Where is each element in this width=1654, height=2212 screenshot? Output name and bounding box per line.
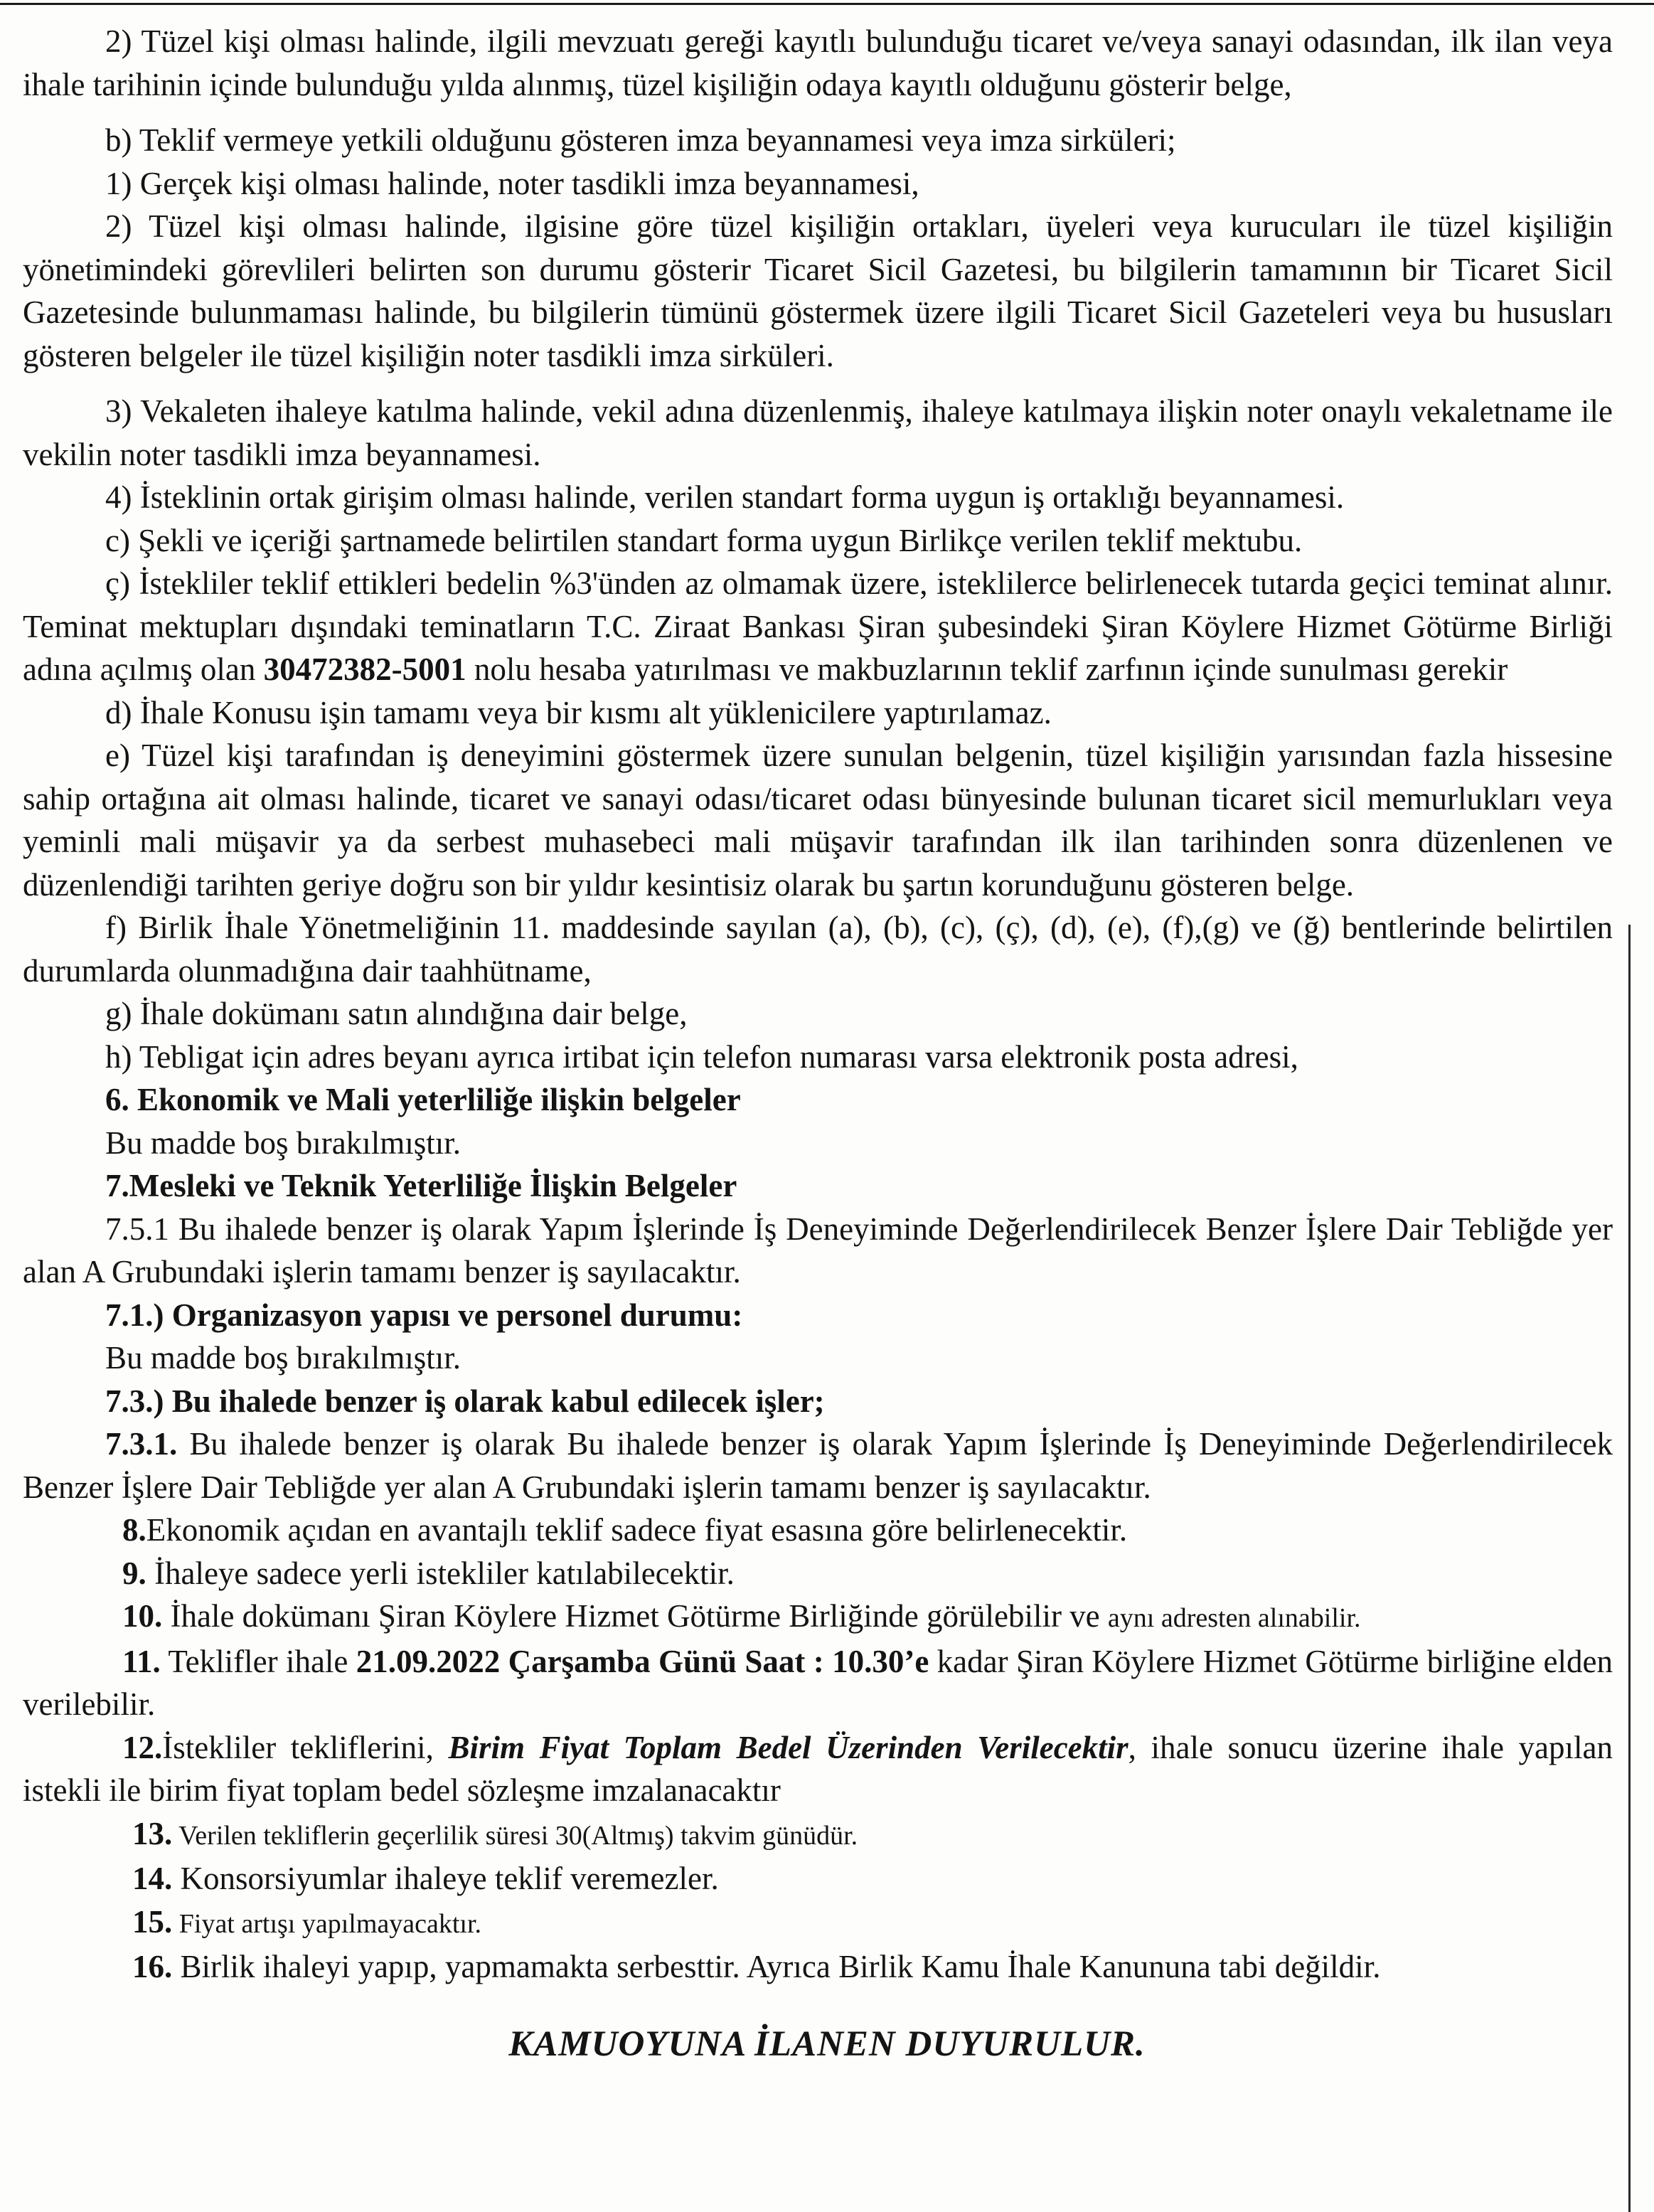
clause-a2: 2) Tüzel kişi olması halinde, ilgili mevzuatı gereği kayıtlı bulunduğu ticaret ve/veya sanayi odasından, ilk ilan veya ihale tarihinin içinde bulunduğu yılda alınmış, tüzel kişiliğin odaya kayıtlı olduğunu gösterir belge,	[23, 23, 1613, 102]
item-14-number: 14.	[132, 1861, 173, 1896]
item-14	[23, 1857, 1613, 1900]
clause-b3: 3) Vekaleten ihaleye katılma halinde, vekil adına düzenlenmiş, ihaleye katılmaya ilişkin noter onaylı vekaletname ile vekilin noter tasdikli imza beyannamesi.	[23, 393, 1613, 472]
item-16	[23, 1945, 1613, 1989]
item-10	[23, 1595, 1613, 1640]
document-body	[23, 20, 1613, 1989]
item-13	[23, 1812, 1613, 1858]
section-7-3-heading: 7.3.) Bu ihalede benzer iş olarak kabul edilecek işler;	[105, 1383, 825, 1419]
item-12-emphasis: Birim Fiyat Toplam Bedel Üzerinden Verilecektir	[448, 1729, 1129, 1765]
clause-b4: 4) İsteklinin ortak girişim olması halinde, verilen standart forma uygun iş ortaklığı beyannamesi.	[105, 479, 1345, 515]
clause-g: g) İhale dokümanı satın alındığına dair belge,	[105, 996, 688, 1031]
item-9-text: İhaleye sadece yerli istekliler katılabilecektir.	[146, 1555, 735, 1591]
closing-announcement: KAMUOYUNA İLANEN DUYURULUR.	[508, 2024, 1146, 2064]
clause-cc-text-2: nolu hesaba yatırılması ve makbuzlarının teklif zarfının içinde sunulması gerekir	[466, 652, 1508, 687]
item-10-text-1: İhale dokümanı Şiran Köylere Hizmet Götürme Birliğinde görülebilir ve	[162, 1598, 1108, 1634]
section-6-text: Bu madde boş bırakılmıştır.	[105, 1124, 461, 1161]
bank-account-number: 30472382-5001	[263, 652, 466, 687]
clause-cc	[23, 562, 1613, 691]
clause-cc-text-1: ç) İstekliler teklif ettikleri bedelin %3'ünden az olmamak üzere, isteklilerce belirlenecek tutarda geçici teminat alınır. Teminat mektupları dışındaki teminatların T.C. Ziraat Bankası Şiran şubesindeki Şiran Köylere Hizmet Götürme Birliği adına açılmış olan	[23, 565, 1613, 687]
item-8-number: 8.	[122, 1512, 146, 1548]
clause-b1: 1) Gerçek kişi olması halinde, noter tasdikli imza beyannamesi,	[105, 165, 919, 201]
item-11-text-2: kadar Şiran Köylere Hizmet Götürme birliğine elden verilebilir.	[23, 1643, 1613, 1722]
section-7-3-1	[23, 1423, 1613, 1509]
item-15-number: 15.	[132, 1903, 173, 1940]
item-16-number: 16.	[132, 1949, 173, 1984]
item-12-text-2: , ihale sonucu üzerine ihale yapılan istekli ile birim fiyat toplam bedel sözleşme imzalanacaktır	[23, 1729, 1613, 1808]
item-11	[23, 1640, 1613, 1726]
section-7-3-1-text: Bu ihalede benzer iş olarak Bu ihalede benzer iş olarak Yapım İşlerinde İş Deneyiminde Değerlendirilecek Benzer İşlere Dair Tebliğde yer alan A Grubundaki işlerin tamamı benzer iş sayılacaktır.	[23, 1426, 1613, 1505]
item-12-number: 12.	[122, 1729, 163, 1765]
section-6-heading: 6. Ekonomik ve Mali yeterliliğe ilişkin belgeler	[105, 1082, 741, 1117]
item-15	[23, 1900, 1613, 1946]
clause-b2: 2) Tüzel kişi olması halinde, ilgisine göre tüzel kişiliğin ortakları, üyeleri veya kurucuları ile tüzel kişiliğin yönetimindeki görevlileri belirten son durumu gösterir Ticaret Sicil Gazetesi, bu bilgilerin tamamının bir Ticaret Sicil Gazetesinde bulunmaması halinde, bu bilgilerin tümünü göstermek üzere ilgili Ticaret Sicil Gazeteleri veya bu hususları gösteren belgeler ile tüzel kişiliğin noter tasdikli imza sirküleri.	[23, 208, 1613, 373]
item-8	[23, 1509, 1613, 1552]
section-7-1-heading: 7.1.) Organizasyon yapısı ve personel durumu:	[105, 1297, 743, 1333]
item-13-text: Verilen tekliflerin geçerlilik süresi 30(Altmış) takvim günüdür.	[172, 1820, 858, 1851]
clause-d: d) İhale Konusu işin tamamı veya bir kısmı alt yüklenicilere yaptırılamaz.	[105, 694, 1052, 730]
section-7-heading: 7.Mesleki ve Teknik Yeterliliğe İlişkin Belgeler	[105, 1168, 737, 1203]
clause-c: c) Şekli ve içeriği şartnamede belirtilen standart forma uygun Birlikçe verilen teklif mektubu.	[105, 522, 1303, 558]
item-10-text-2: aynı adresten alınabilir.	[1107, 1603, 1361, 1633]
item-16-text: Birlik ihaleyi yapıp, yapmamakta serbesttir. Ayrıca Birlik Kamu İhale Kanununa tabi değildir.	[172, 1949, 1381, 1984]
item-13-number: 13.	[132, 1815, 173, 1851]
top-border-line	[0, 3, 1654, 5]
item-12	[23, 1726, 1613, 1812]
item-11-number: 11.	[122, 1643, 161, 1679]
item-15-text: Fiyat artışı yapılmayacaktır.	[172, 1908, 482, 1939]
item-12-text-1: İstekliler tekliflerini,	[162, 1729, 449, 1765]
clause-f: f) Birlik İhale Yönetmeliğinin 11. maddesinde sayılan (a), (b), (c), (ç), (d), (e), (f),(g) ve (ğ) bentlerinde belirtilen durumlarda olunmadığına dair taahhütname,	[23, 910, 1613, 989]
clause-e: e) Tüzel kişi tarafından iş deneyimini göstermek üzere sunulan belgenin, tüzel kişiliğin yarısından fazla hissesine sahip ortağına ait olması halinde, ticaret ve sanayi odası/ticaret odası bünyesinde bulunan ticaret sicil memurlukları veya yeminli mali müşavir ya da serbest muhasebeci mali müşavir tarafından ilk ilan tarihinden sonra düzenlenen ve düzenlendiği tarihten geriye doğru son bir yıldır kesintisiz olarak bu şartın korunduğunu gösteren belge.	[23, 738, 1613, 903]
item-10-number: 10.	[122, 1598, 163, 1634]
item-11-text-1: Teklifler ihale	[160, 1643, 356, 1679]
section-7-1-text: Bu madde boş bırakılmıştır.	[105, 1340, 461, 1376]
item-9-number: 9.	[122, 1555, 146, 1591]
item-8-text: Ekonomik açıdan en avantajlı teklif sadece fiyat esasına göre belirlenecektir.	[146, 1512, 1128, 1548]
item-14-text: Konsorsiyumlar ihaleye teklif veremezler.	[172, 1861, 719, 1896]
clause-b: b) Teklif vermeye yetkili olduğunu gösteren imza beyannamesi veya imza sirküleri;	[105, 122, 1176, 158]
section-7-3-1-number: 7.3.1.	[105, 1426, 178, 1462]
section-7-5-1: 7.5.1 Bu ihalede benzer iş olarak Yapım İşlerinde İş Deneyiminde Değerlendirilecek Benzer İşlere Dair Tebliğde yer alan A Grubundaki işlerin tamamı benzer iş sayılacaktır.	[23, 1211, 1613, 1290]
clause-h: h) Tebligat için adres beyanı ayrıca irtibat için telefon numarası varsa elektronik posta adresi,	[105, 1038, 1298, 1075]
item-9	[23, 1552, 1613, 1595]
right-edge-line	[1628, 925, 1631, 2212]
tender-date-time: 21.09.2022 Çarşamba Günü Saat : 10.30’e	[356, 1643, 929, 1679]
